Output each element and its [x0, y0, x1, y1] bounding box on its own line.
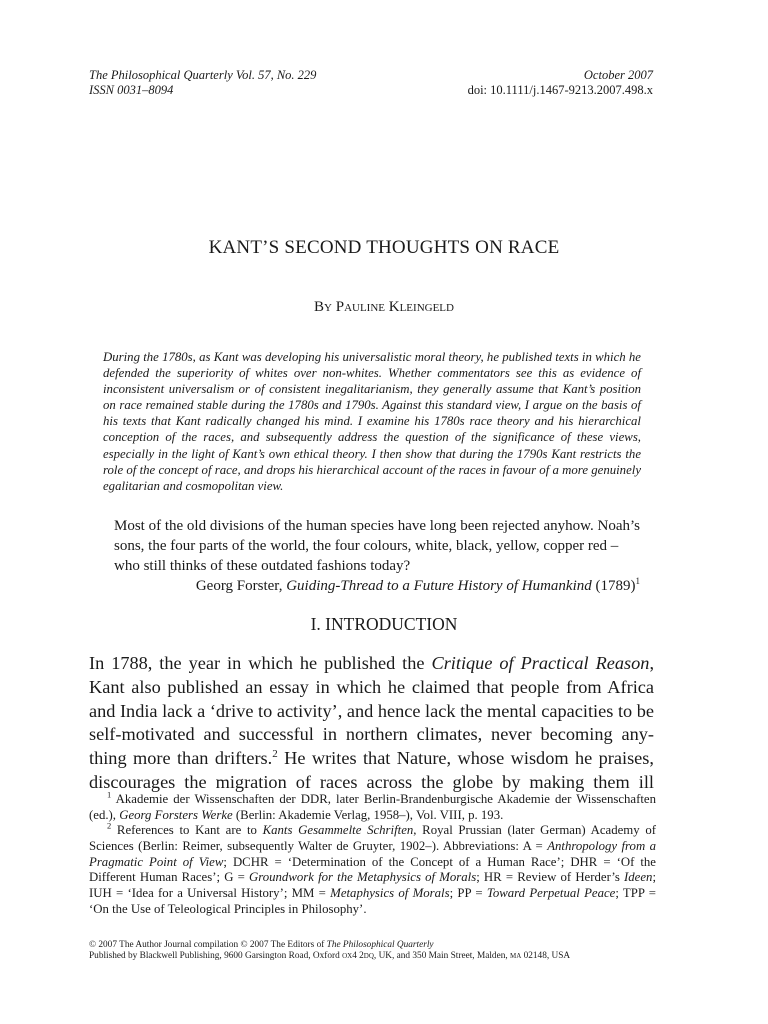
body-text-1: In 1788, the year in which he published the	[89, 653, 432, 673]
footnote-text: (Berlin: Akademie Verlag, 1958–), Vol. VIII, p. 193.	[232, 807, 504, 822]
footnote-text: ; HR = Review of Herder’s	[476, 870, 625, 885]
page-footer	[89, 940, 659, 963]
cited-work: Critique of Practical Reason	[431, 653, 650, 673]
footnote-1	[89, 789, 656, 824]
epigraph-work: Guiding-Thread to a Future History of Humankind	[286, 578, 592, 594]
epigraph-quote: Most of the old divisions of the human species have long been rejected anyhow. Noah’s sons, the four parts of the world, the four colours, white, black, yellow, copper red – who still thinks of these outdated fashions today?	[114, 518, 640, 575]
author-name: Pauline Kleingeld	[335, 299, 454, 315]
body-text-3: He writes that Nature, whose wisdom he praises, discourages the migration of races across the globe by making them ill	[89, 748, 654, 792]
epigraph-source	[114, 576, 640, 596]
copyright-journal: The Philosophical Quarterly	[326, 940, 434, 950]
publication-date: October 2007	[583, 68, 653, 82]
footnote-text: References to Kant are to	[111, 823, 263, 837]
footnote-ref-1: 1	[635, 576, 640, 586]
footnote-work: Georg Forsters Werke	[119, 807, 233, 822]
footnote-text: Akademie der Wissenschaften der DDR, later Berlin-Brandenburgische Akademie der Wissenschaften (ed.),	[89, 792, 656, 822]
publisher-line	[89, 951, 659, 962]
journal-issn: ISSN 0031–8094	[89, 83, 174, 97]
uk-postcode: ox4 2dq	[342, 951, 374, 962]
footnote-ref-2: 2	[272, 748, 278, 761]
footnote-work: Groundwork for the Metaphysics of Morals	[248, 870, 477, 885]
byline-prefix: By	[314, 299, 336, 315]
publisher-text: 02148, USA	[521, 951, 571, 962]
footnote-text: ; TPP = ‘On the Use of Teleological Principles in Philosophy’.	[89, 886, 656, 916]
footnote-text: ; DCHR = ‘Determination of the Concept of a Human Race’; DHR = ‘Of the Different Human Races’; G =	[89, 854, 656, 885]
body-text-2: , Kant also published an essay in which he claimed that people from Africa and India lack a ‘drive to activity’, and hence lack the mental capacities to be self-motivated and successful in northern climates, never becoming any-thing more than drifters.	[89, 653, 655, 769]
copyright-text: © 2007 The Author Journal compilation © 2007 The Editors of	[89, 940, 327, 950]
footnote-2	[89, 820, 656, 918]
publisher-text: Published by Blackwell Publishing, 9600 Garsington Road, Oxford	[89, 951, 343, 962]
doi: doi: 10.1111/j.1467-9213.2007.498.x	[467, 83, 653, 97]
journal-citation	[89, 68, 316, 98]
body-paragraph	[89, 652, 654, 795]
footnote-work: Toward Perpetual Peace	[486, 886, 616, 901]
copyright-line	[89, 940, 659, 951]
footnote-work: Kants Gesammelte Schriften	[262, 823, 414, 837]
publication-info	[293, 68, 653, 98]
footnote-text: , Royal Prussian (later German) Academy of Sciences (Berlin: Reimer, subsequently Walter de Gruyter, 1902–). Abbreviations: A =	[89, 823, 656, 853]
footnote-work: Ideen	[624, 870, 653, 885]
footnote-text: ; IUH = ‘Idea for a Universal History’; MM =	[89, 870, 656, 901]
publisher-text: , UK, and 350 Main Street, Malden,	[373, 951, 510, 962]
footnote-work: Anthropology from a Pragmatic Point of View	[89, 838, 656, 869]
journal-volume: The Philosophical Quarterly Vol. 57, No. 229	[89, 68, 317, 82]
footnote-work: Metaphysics of Morals	[330, 886, 450, 901]
footnote-text: ; PP =	[449, 886, 487, 901]
abstract: During the 1780s, as Kant was developing his universalistic moral theory, he published texts in which he defended the superiority of whites over non-whites. Whether commentators see this as evidence of inconsistent universalism or of consistent inegalitarianism, they generally assume that Kant’s position on race remained stable during the 1780s and 1790s. Against this standard view, I argue on the basis of his texts that Kant radically changed his mind. I examine his 1780s race theory and his hierarchical conception of the races, and subsequently address the question of the significance of these views, especially in the light of Kant’s own ethical theory. I then show that during the 1790s Kant restricts the role of the concept of race, and drops his hierarchical account of the races in favour of a more genuinely egalitarian and cosmopolitan view.	[103, 350, 641, 493]
epigraph-year: (1789)	[591, 578, 636, 594]
section-heading: I. INTRODUCTION	[310, 614, 458, 634]
epigraph-author: Georg Forster,	[195, 578, 287, 594]
article-title: KANT’S SECOND THOUGHTS ON RACE	[208, 237, 560, 258]
us-state: ma	[510, 951, 522, 962]
footnote-number: 1	[107, 789, 112, 800]
byline	[0, 299, 768, 316]
footnote-number: 2	[107, 820, 112, 831]
